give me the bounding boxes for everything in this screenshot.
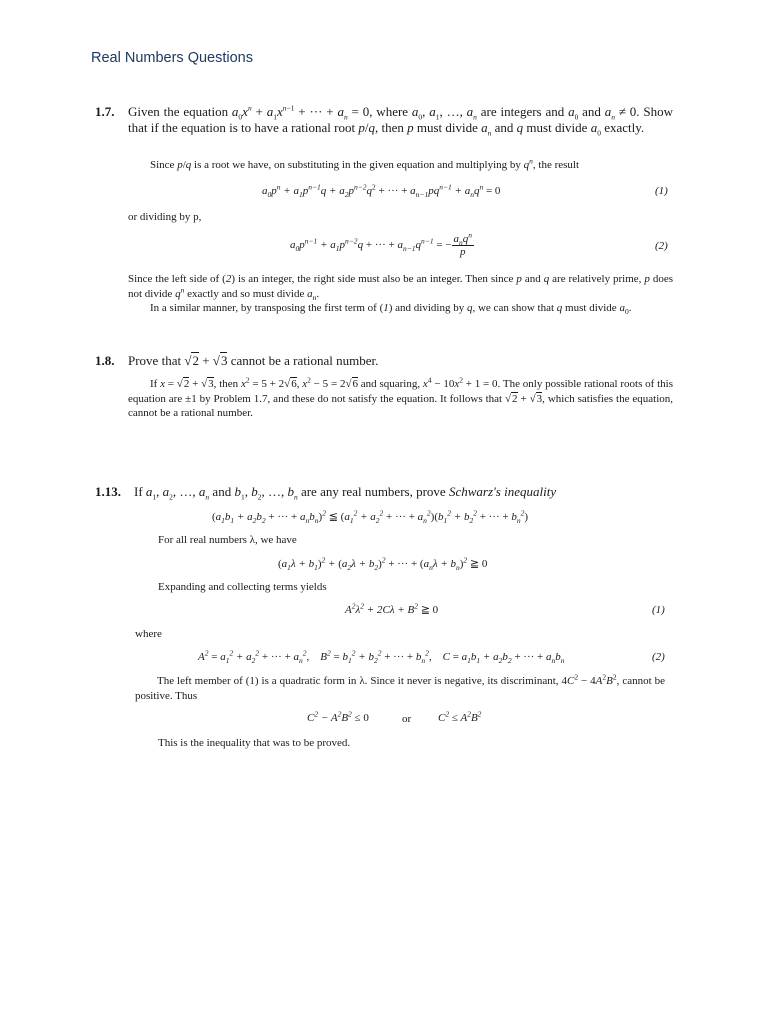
equation: ($a_1b_1 + a_2b_2$ + ··· + $a_nb_n)^2$ ≦ ($a_1^2 + a_2^2$ + ··· + $a_n^2)(b_1^2 + b_2^2$ + ··· + $b_n^2$)	[212, 508, 529, 526]
equation: $C^2 - A^2B^2 \le 0$	[307, 709, 369, 724]
problem-statement: Prove that √2 + √3 cannot be a rational number.	[128, 353, 379, 368]
solution-text: Expanding and collecting terms yields	[158, 581, 327, 593]
equation-number: (1)	[655, 185, 668, 197]
equation: $(a_1\lambda + b_1)^2 + (a_2\lambda + b_2)^2$ + ··· + $(a_n\lambda + b_n)^2$ ≧ 0	[278, 555, 488, 573]
equation-connector: or	[402, 713, 412, 725]
page-title: Real Numbers Questions	[91, 50, 253, 66]
problem-statement: Given the equation $a_0x^n + a_1x^{n-1}$ + ··· + $a_n = 0$, where $a_0$, $a_1$, …, $a_n$ are integers and $a_0$ and $a_n \ne 0$. Show that if the equation is to have a rational root p/q, then p must divide $a_n$ and q must divide $a_0$ exactly.	[128, 103, 674, 138]
solution-text: This is the inequality that was to be proved.	[158, 737, 351, 749]
problem-number: 1.7.	[95, 104, 115, 119]
problem-number: 1.13.	[95, 484, 121, 499]
solution-text: If x = √2 + √3, then $x^2 = 5 + 2√6$, $x^2 - 5 = 2√6$ and squaring, $x^4 - 10x^2 + 1 = 0$. The only possible rational roots of this equation are ±1 by Problem 1.7, and these do not satisfy the equation. It follows that √2 + √3, which satisfies the equation, cannot be a rational number.	[128, 375, 674, 419]
equation: $a_0p^{n-1} + a_1p^{n-2}q$ + ··· + $a_{n-1}q^{n-1}$ = − $\frac{a_nq^n}{p}$	[290, 230, 473, 258]
equation: $A^2\lambda^2 + 2C\lambda + B^2$ ≧ 0	[345, 601, 439, 616]
equation: $C^2 \le A^2B^2$	[438, 709, 482, 724]
equation: $A^2 = a_1^2 + a_2^2$ + ··· + $a_n^2$, $B^2 = b_1^2 + b_2^2$ + ··· + $b_n^2$, $C = a_1b_1 + a_2b_2$ + ··· + $a_nb_n$	[198, 648, 565, 666]
solution-text: In a similar manner, by transposing the first term of (1) and dividing by q, we can show that q must divide $a_0$.	[150, 302, 632, 317]
problem-number: 1.8.	[95, 353, 115, 368]
equation: $a_0p^n + a_1p^{n-1}q + a_2p^{n-2}q^2$ + ··· + $a_{n-1}pq^{n-1} + a_nq^n = 0$	[262, 182, 501, 200]
solution-text: or dividing by p,	[128, 211, 202, 223]
equation-number: (2)	[655, 240, 668, 252]
solution-text: The left member of (1) is a quadratic form in λ. Since it never is negative, its discriminant, $4C^2 - 4A^2B^2$, cannot be positive. Thus	[135, 672, 665, 702]
solution-text: Since the left side of (2) is an integer, the right side must also be an integer. Then since p and q are relatively prime, p does not divide $q^n$ exactly and so must divide $a_n$.	[128, 273, 674, 302]
equation-number: (2)	[652, 651, 665, 663]
problem-statement: If $a_1$, $a_2$, …, $a_n$ and $b_1$, $b_2$, …, $b_n$ are any real numbers, prove Schwarz's inequality	[134, 484, 557, 502]
solution-text: For all real numbers λ, we have	[158, 534, 297, 546]
solution-text: where	[135, 628, 162, 640]
equation-number: (1)	[652, 604, 665, 616]
solution-text: Since p/q is a root we have, on substituting in the given equation and multiplying by $q^n$, the result	[150, 156, 580, 171]
